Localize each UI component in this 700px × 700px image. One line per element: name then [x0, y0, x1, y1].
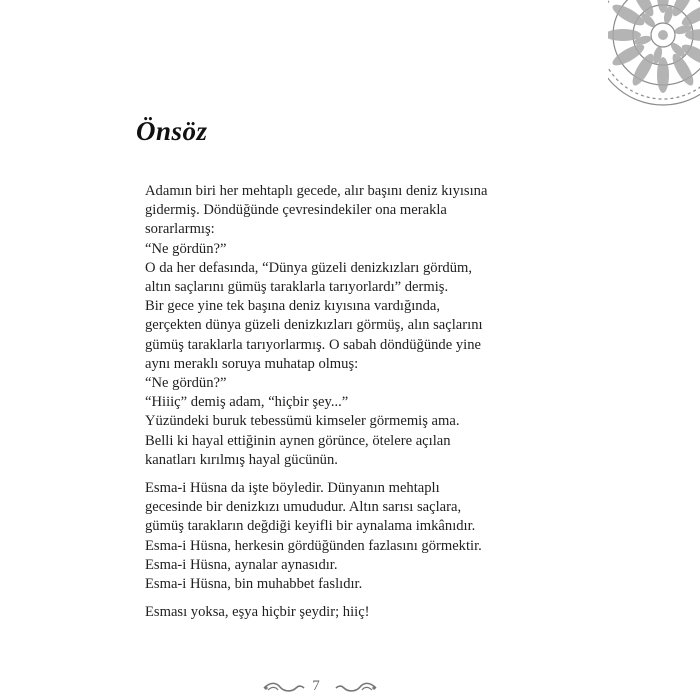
text-line: Yüzündeki buruk tebessümü kimseler görmemiş ama.: [145, 413, 460, 430]
swirl-right-icon: [334, 680, 378, 696]
text-line: Esma-i Hüsna, bin muhabbet faslıdır.: [145, 576, 363, 593]
paragraph: [145, 479, 585, 594]
text-line: Esma-i Hüsna, aynalar aynasıdır.: [145, 556, 338, 573]
text-line: “Ne gördün?”: [145, 240, 227, 257]
corner-ornament: [608, 0, 700, 106]
text-line: gidermiş. Döndüğünde çevresindekiler ona merakla: [145, 202, 447, 219]
page-title: Önsöz: [136, 116, 208, 146]
text-line: Bir gece yine tek başına deniz kıyısına vardığında,: [145, 298, 441, 315]
paragraph: [145, 603, 585, 622]
text-line: “Ne gördün?”: [145, 375, 227, 392]
body-text: [145, 182, 585, 631]
text-line: aynı meraklı soruya muhatap olmuş:: [145, 355, 359, 372]
text-line: kanatları kırılmış hayal gücünün.: [145, 451, 338, 468]
text-line: gecesinde bir denizkızı umududur. Altın sarısı saçlara,: [145, 499, 462, 516]
floral-rosette-icon: [608, 0, 700, 106]
text-line: O da her defasında, “Dünya güzeli denizkızları gördüm,: [145, 259, 473, 276]
text-line: gerçekten dünya güzeli denizkızları görmüş, alın saçlarını: [145, 317, 483, 334]
text-line: Belli ki hayal ettiğinin aynen görünce, ötelere açılan: [145, 432, 451, 449]
paragraph: [145, 182, 585, 470]
text-line: Esma-i Hüsna, herkesin gördüğünden fazlasını görmektir.: [145, 537, 482, 554]
text-line: Esması yoksa, eşya hiçbir şeydir; hiiç!: [145, 604, 370, 621]
text-line: “Hiiiç” demiş adam, “hiçbir şey...”: [145, 394, 349, 411]
text-line: altın saçlarını gümüş taraklarla tarıyorlardı” dermiş.: [145, 279, 449, 296]
text-line: sorarlarmış:: [145, 221, 215, 238]
text-line: Esma-i Hüsna da işte böyledir. Dünyanın mehtaplı: [145, 480, 440, 497]
page-footer: [0, 680, 700, 700]
text-line: gümüş tarakların değdiği keyifli bir aynalama imkânıdır.: [145, 518, 476, 535]
page-number: 7: [312, 678, 320, 694]
text-line: gümüş taraklarla tarıyorlarmış. O sabah döndüğünde yine: [145, 336, 481, 353]
swirl-left-icon: [262, 680, 306, 696]
text-line: Adamın biri her mehtaplı gecede, alır başını deniz kıyısına: [145, 183, 488, 199]
